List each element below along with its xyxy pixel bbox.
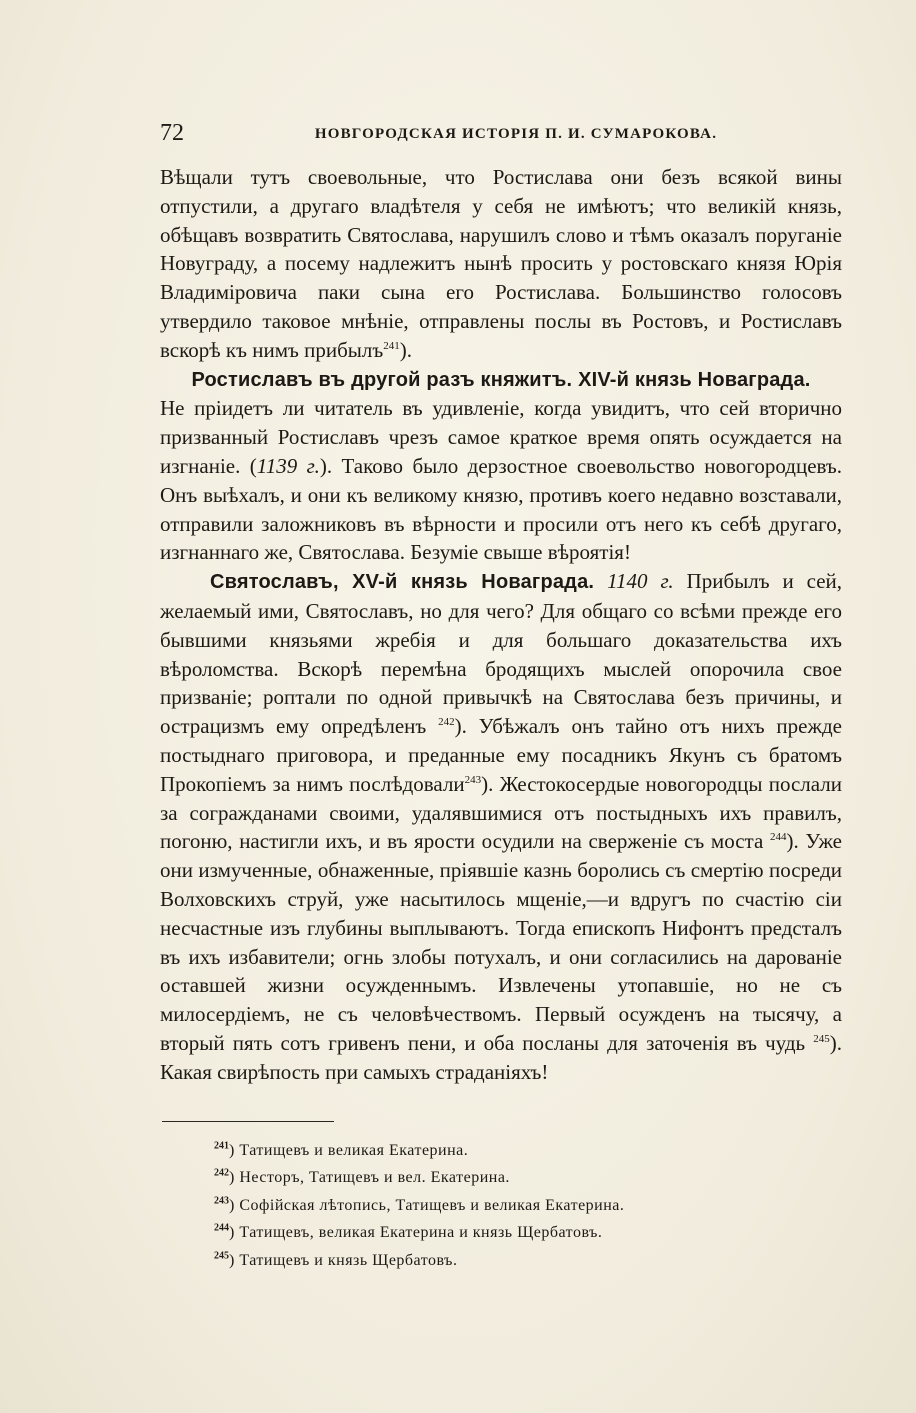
paragraph-text: ). Какая свирѣпость при самыхъ страданіяхъ! [160, 1030, 842, 1084]
main-text [160, 163, 842, 1087]
footnote-reference: 244 [769, 831, 787, 844]
footnote [214, 1137, 834, 1164]
paragraph-text: ). Таково было дерзостное своевольство новогородцевъ. Онъ выѣхалъ, и они къ великому князю, противъ коего недавно возставали, отправили заложниковъ въ вѣрности и просили отъ него къ себѣ другаго, изгнаннаго же, Святослава. Безуміе свыше вѣроятія! [160, 453, 843, 565]
paragraph [160, 567, 842, 1086]
paragraph-text: ). [399, 337, 412, 362]
footnote-mark: 245 [214, 1250, 229, 1262]
footnote-mark: 244 [214, 1222, 229, 1234]
paragraph [160, 163, 842, 365]
section-heading-text: Ростиславъ въ другой разъ княжитъ. XIV-й князь Новаграда. [191, 368, 811, 391]
paragraph-text: Прибылъ и сей, желаемый ими, Святославъ, но для чего? Для общаго со всѣми прежде его бывшими князьями жребія и для большаго доказательства ихъ вѣроломства. Вскорѣ перемѣна бродящихъ мыслей опорочила свое призваніе; роптали по одной привычкѣ на Святослава безъ причины, и острацизмъ ему опредѣленъ [160, 569, 843, 739]
footnote-text: ) Татищевъ, великая Екатерина и князь Щербатовъ. [229, 1224, 603, 1242]
footnote-reference: 243 [464, 773, 482, 786]
footnote [214, 1247, 834, 1274]
footnote-mark: 243 [214, 1195, 229, 1207]
footnote-text: ) Татищевъ и великая Екатерина. [229, 1142, 469, 1159]
footnote-reference: 245 [813, 1032, 830, 1045]
paragraph-text: ). Жестокосердые новогородцы послали за согражданами своими, удалявшимися отъ постыдныхъ ихъ правилъ, погоню, настигли ихъ, и въ ярости осудили на сверженіе съ моста [160, 771, 842, 854]
paragraph-text: Вѣщали тутъ своевольные, что Ростислава они безъ всякой вины отпустили, а другаго владѣтеля у себя не имѣютъ; что великій князь, обѣщавъ возвратить Святослава, нарушилъ слово и тѣмъ оказалъ поруганіе Новуграду, а посему надлежитъ нынѣ просить у ростовскаго князя Юрія Владиміровича паки сына его Ростислава. Большинство голосовъ утвердило таковое мнѣніе, отправлены послы въ Ростовъ, и Ростиславъ вскорѣ къ нимъ прибылъ [160, 165, 842, 362]
section-heading-text: Святославъ, XV-й князь Новаграда. [210, 571, 595, 594]
footnote-reference: 241 [383, 339, 400, 352]
paragraph-text: ). Убѣжалъ онъ тайно отъ нихъ прежде постыднаго приговора, и преданные ему посадникъ Якунъ съ братомъ Прокопіемъ за нимъ послѣдовали [160, 714, 842, 796]
paragraph-text: Не пріидетъ ли читатель въ удивленіе, когда увидитъ, что сей вторично призванный Ростиславъ чрезъ самое краткое время опять осуждается на изгнаніе. ( [160, 396, 842, 478]
footnote-text: ) Несторъ, Татищевъ и вел. Екатерина. [229, 1169, 510, 1187]
section-heading [160, 365, 842, 395]
footnote [214, 1192, 834, 1219]
footnote-text: ) Софійская лѣтопись, Татищевъ и великая Екатерина. [229, 1196, 625, 1214]
footnote-mark: 241 [214, 1140, 229, 1152]
page-header [160, 118, 842, 148]
footnote-separator [162, 1121, 334, 1122]
paragraph-text: ). Уже они измученные, обнаженные, пріявшіе казнь боролись съ смертію посреди Волховскихъ струй, уже насытилось мщеніе,—и вдругъ по счастію сіи несчастные изъ глубины выплываютъ. Тогда епископъ Нифонтъ предсталъ въ ихъ избавители; огнь злобы потухалъ, и они согласились на дарованіе оставшей жизни осужденнымъ. Извлечены утопавшіе, но не съ милосердіемъ, не съ человѣчествомъ. Первый осужденъ на тысячу, а вторый пять сотъ гривенъ пени, и оба посланы для заточенія въ чудь [160, 829, 842, 1055]
paragraph [160, 394, 842, 567]
footnote [214, 1219, 834, 1246]
running-title: НОВГОРОДСКАЯ ИСТОРІЯ П. И. СУМАРОКОВА. [314, 126, 718, 142]
footnote-reference: 242 [438, 716, 455, 729]
year-mark: 1140 г. [607, 569, 674, 594]
footnotes [214, 1137, 834, 1274]
footnote-mark: 242 [214, 1168, 229, 1180]
page-number: 72 [160, 120, 184, 146]
footnote [214, 1164, 834, 1191]
year-mark: 1139 г. [256, 453, 320, 478]
footnote-text: ) Татищевъ и князь Щербатовъ. [229, 1251, 458, 1269]
